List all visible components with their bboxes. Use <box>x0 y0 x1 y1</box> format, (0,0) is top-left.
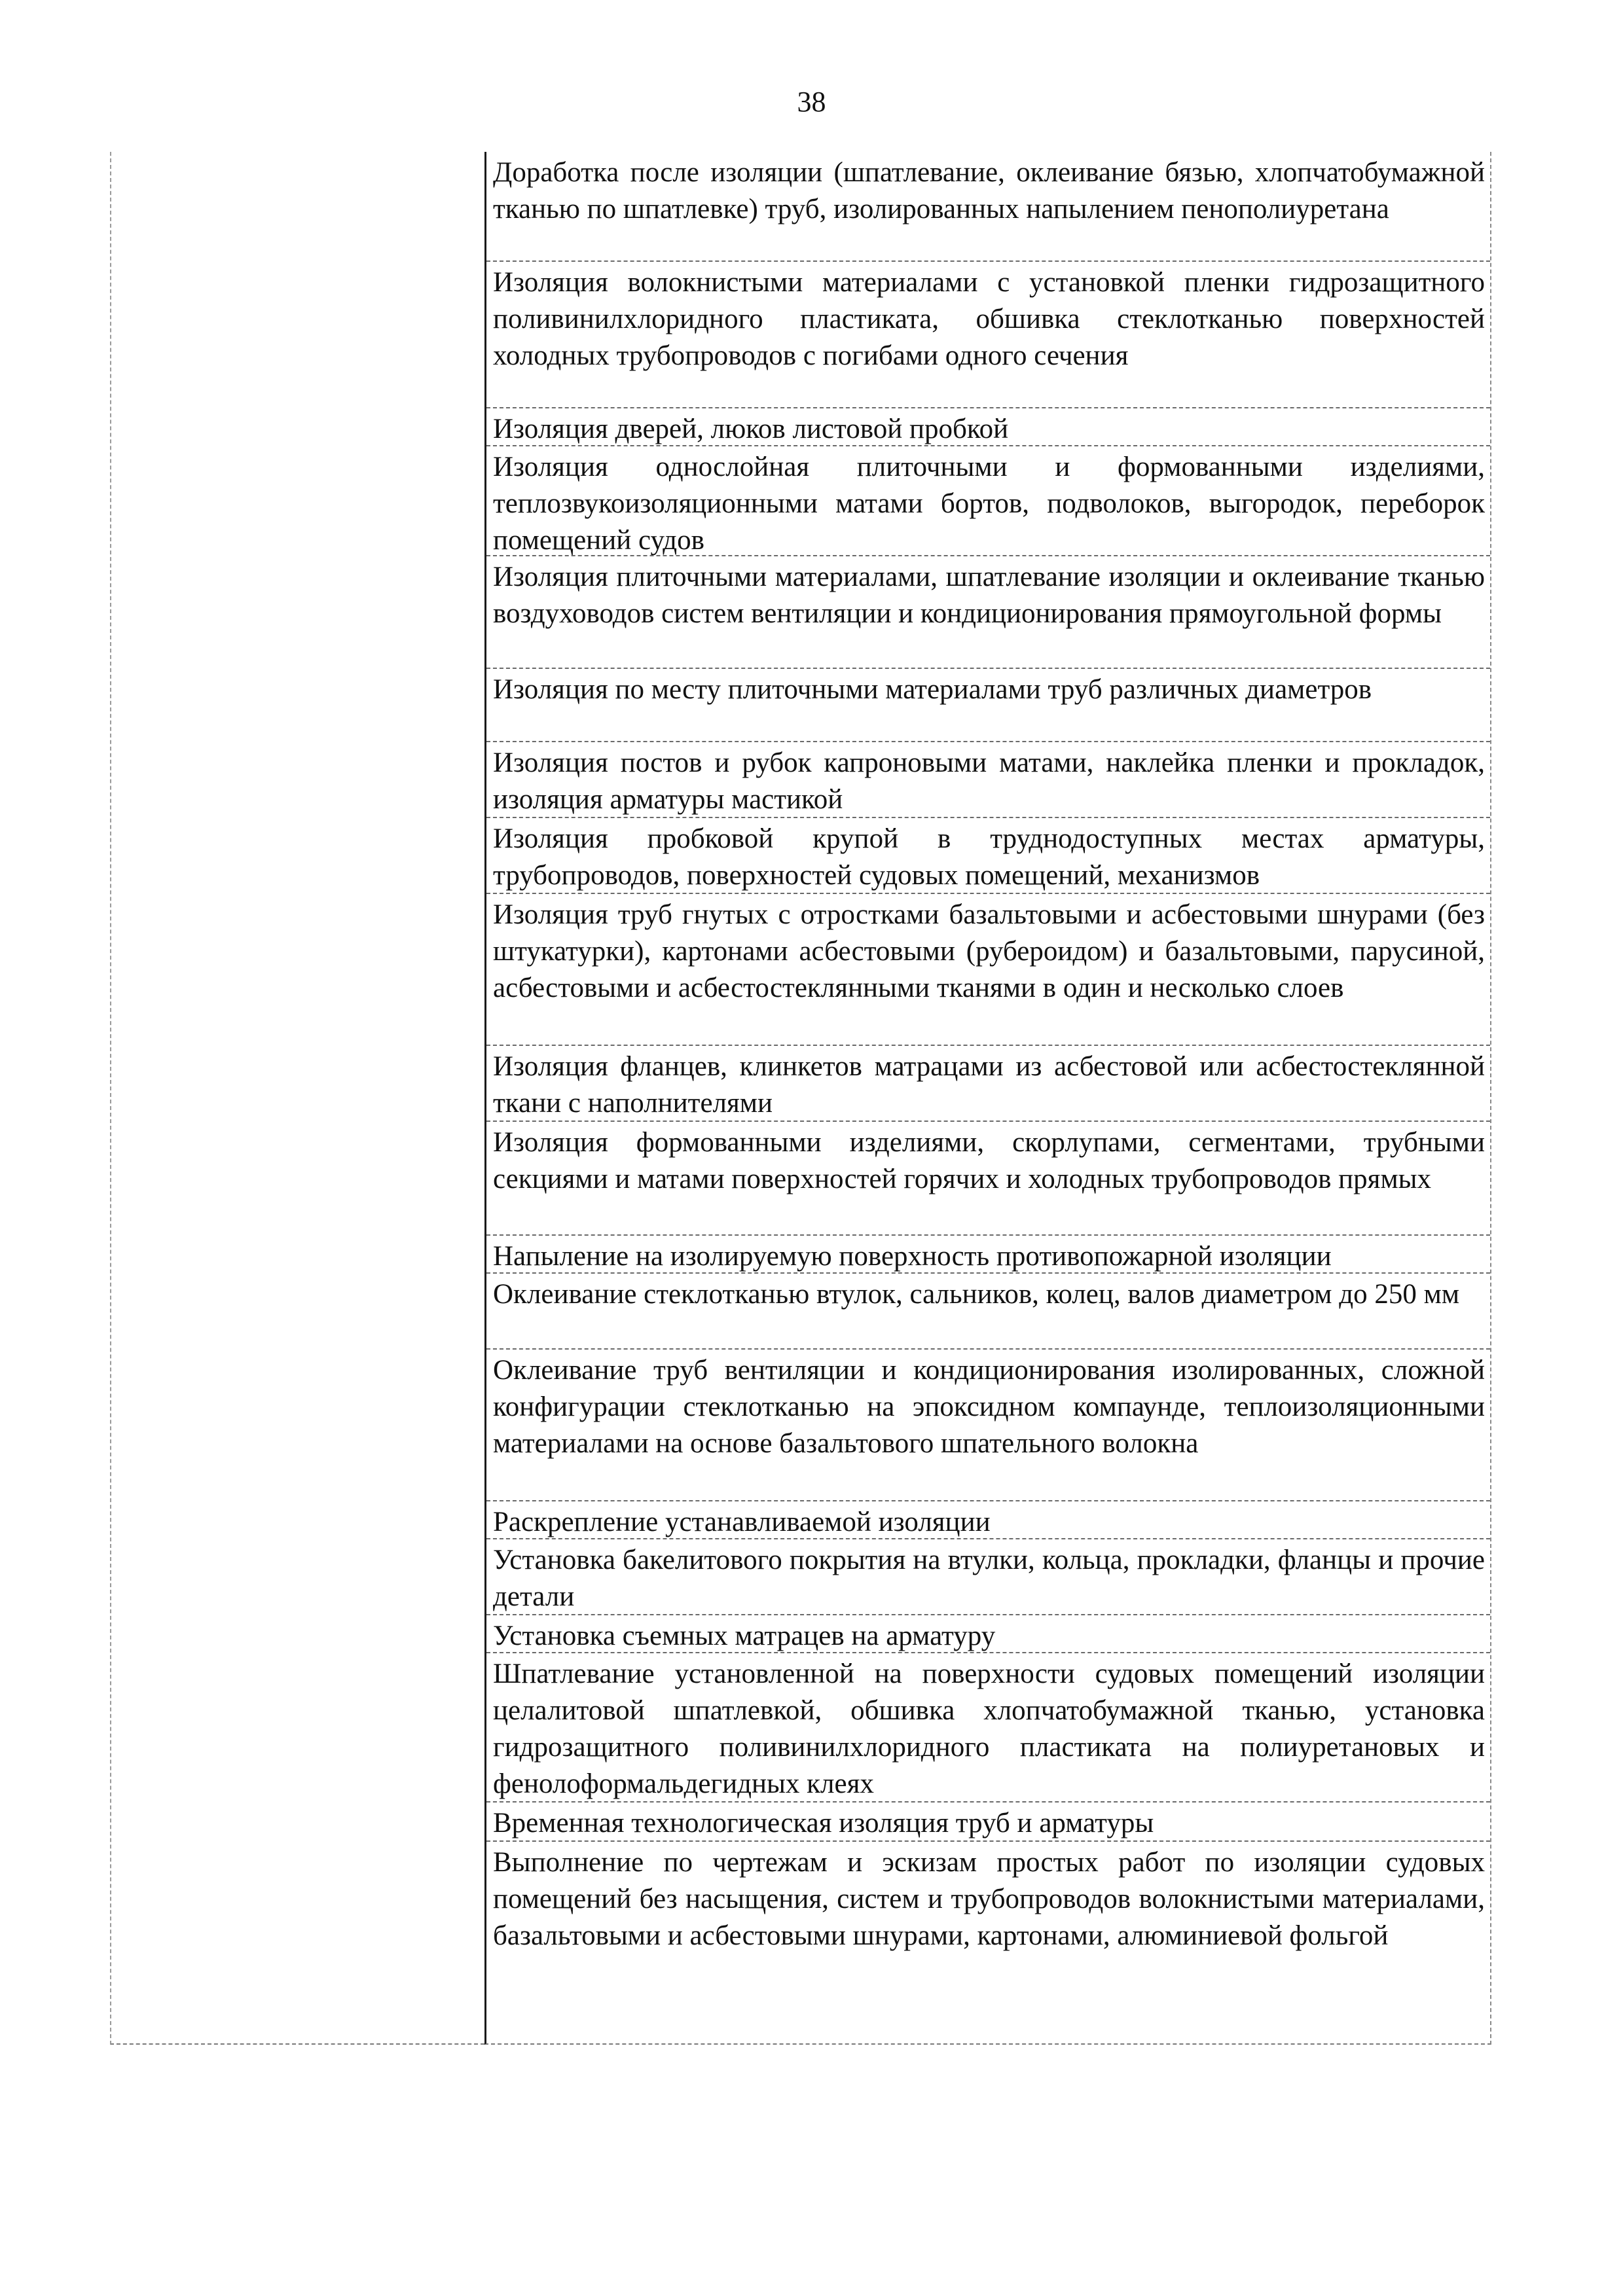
table-row: Оклеивание стеклотканью втулок, сальников, колец, валов диаметром до 250 мм <box>486 1274 1490 1350</box>
table-row: Шпатлевание установленной на поверхности судовых помещений изоляции целалитовой шпатлевкой, обшивка хлопчатобумажной тканью, установка гидрозащитного поливинилхлоридного пластиката на полиуретановых и фенолоформальдегидных клеях <box>486 1653 1490 1803</box>
table-row: Напыление на изолируемую поверхность противопожарной изоляции <box>486 1236 1490 1274</box>
table-row: Временная технологическая изоляция труб и арматуры <box>486 1803 1490 1842</box>
table-row: Изоляция волокнистыми материалами с установкой пленки гидрозащитного поливинилхлоридного пластиката, обшивка стеклотканью поверхностей холодных трубопроводов с погибами одного сечения <box>486 262 1490 408</box>
table-row: Оклеивание труб вентиляции и кондиционирования изолированных, сложной конфигурации стеклотканью на эпоксидном компаунде, теплоизоляционными материалами на основе базальтового шпательного волокна <box>486 1350 1490 1501</box>
page-number: 38 <box>797 86 826 118</box>
table-row: Изоляция труб гнутых с отростками базальтовыми и асбестовыми шнурами (без штукатурки), картонами асбестовыми (рубероидом) и базальтовыми, парусиной, асбестовыми и асбестостеклянными тканями в один и несколько слоев <box>486 894 1490 1046</box>
table-row: Изоляция дверей, люков листовой пробкой <box>486 408 1490 446</box>
work-items-column <box>484 152 1491 2045</box>
table-row: Изоляция формованными изделиями, скорлупами, сегментами, трубными секциями и матами поверхностей горячих и холодных трубопроводов прямых <box>486 1122 1490 1236</box>
table-row: Выполнение по чертежам и эскизам простых работ по изоляции судовых помещений без насыщения, систем и трубопроводов волокнистыми материалами, базальтовыми и асбестовыми шнурами, картонами, алюминиевой фольгой <box>493 1847 1485 1951</box>
table-row: Установка бакелитового покрытия на втулки, кольца, прокладки, фланцы и прочие детали <box>486 1539 1490 1615</box>
table-row: Изоляция плиточными материалами, шпатлевание изоляции и оклеивание тканью воздуховодов систем вентиляции и кондиционирования прямоугольной формы <box>486 556 1490 669</box>
table-row: Раскрепление устанавливаемой изоляции <box>486 1501 1490 1539</box>
table-row: Изоляция пробковой крупой в труднодоступных местах арматуры, трубопроводов, поверхностей судовых помещений, механизмов <box>486 818 1490 894</box>
table-row: Изоляция однослойная плиточными и формованными изделиями, теплозвукоизоляционными матами бортов, подволоков, выгородок, переборок помещений судов <box>486 446 1490 556</box>
table-row: Доработка после изоляции (шпатлевание, оклеивание бязью, хлопчатобумажной тканью по шпатлевке) труб, изолированных напылением пенополиуретана <box>486 152 1490 262</box>
table-row: Изоляция фланцев, клинкетов матрацами из асбестовой или асбестостеклянной ткани с наполнителями <box>486 1046 1490 1122</box>
work-list-table <box>110 152 1498 2045</box>
table-row: Установка съемных матрацев на арматуру <box>486 1615 1490 1653</box>
empty-left-column <box>110 152 484 2045</box>
table-row: Изоляция по месту плиточными материалами труб различных диаметров <box>486 669 1490 742</box>
table-row: Изоляция постов и рубок капроновыми матами, наклейка пленки и прокладок, изоляция арматуры мастикой <box>486 742 1490 818</box>
